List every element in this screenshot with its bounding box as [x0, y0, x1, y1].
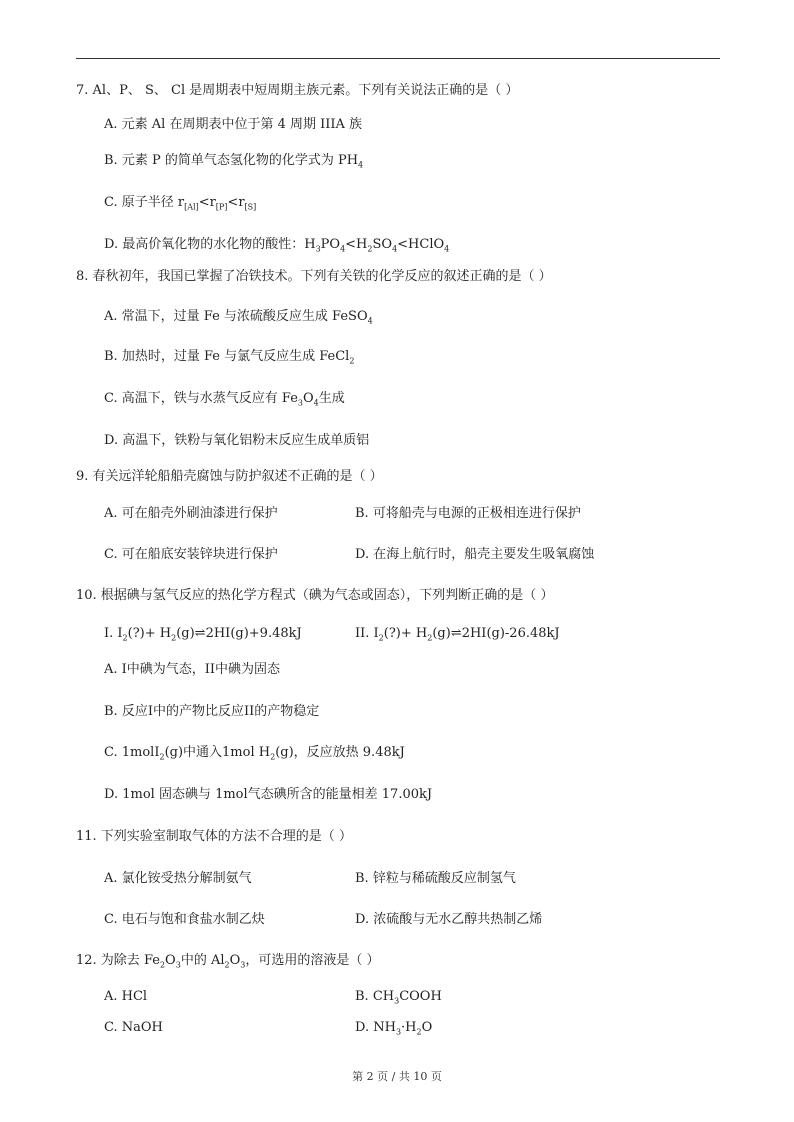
question-8-option-b: B. 加热时，过量 Fe 与氯气反应生成 FeCl$_2$ — [104, 349, 355, 366]
question-8-stem: 8. 春秋初年，我国已掌握了冶铁技术。下列有关铁的化学反应的叙述正确的是（ ） — [76, 269, 552, 284]
question-11-option-d: D. 浓硫酸与无水乙醇共热制乙烯 — [355, 912, 543, 927]
question-7-stem: 7. Al、P、 S、 Cl 是周期表中短周期主族元素。下列有关说法正确的是（ ） — [76, 83, 519, 98]
question-12-stem: 12. 为除去 $Fe_2O_3$中的 $Al_2O_3$，可选用的溶液是（ ） — [76, 953, 380, 970]
question-11-option-a: A. 氯化铵受热分解制氨气 — [104, 871, 252, 886]
question-11-option-c: C. 电石与饱和食盐水制乙炔 — [104, 912, 265, 927]
question-12-option-c: C. NaOH — [104, 1020, 163, 1035]
question-8-option-d: D. 高温下，铁粉与氧化铝粉末反应生成单质铝 — [104, 433, 370, 448]
question-7-option-c: C. 原子半径 $r_{[Al]}<r_{[P]}<r_{[S]}$ — [104, 195, 257, 212]
question-10-option-a: A. I中碘为气态，II中碘为固态 — [104, 662, 281, 677]
question-10-stem: 10. 根据碘与氢气反应的热化学方程式（碘为气态或固态），下列判断正确的是（ ） — [76, 588, 554, 603]
question-9-option-c: C. 可在船底安装锌块进行保护 — [104, 547, 278, 562]
header-rule — [76, 58, 720, 59]
question-9-option-d: D. 在海上航行时，船壳主要发生吸氧腐蚀 — [355, 547, 595, 562]
question-9-option-b: B. 可将船壳与电源的正极相连进行保护 — [355, 506, 581, 521]
question-12-option-a: A. HCl — [104, 989, 148, 1004]
question-12-option-d: D. $NH_3\cdot H_2O$ — [355, 1020, 433, 1037]
page-footer: 第 2 页 / 共 10 页 — [352, 1070, 442, 1083]
question-9-stem: 9. 有关远洋轮船船壳腐蚀与防护叙述不正确的是（ ） — [76, 469, 383, 484]
question-10-option-b: B. 反应I中的产物比反应II的产物稳定 — [104, 704, 320, 719]
question-9-option-a: A. 可在船壳外刷油漆进行保护 — [104, 506, 278, 521]
question-8-option-a: A. 常温下，过量 Fe 与浓硫酸反应生成 FeSO$_4$ — [104, 309, 373, 326]
question-11-option-b: B. 锌粒与稀硫酸反应制氢气 — [355, 871, 516, 886]
question-8-option-c: C. 高温下，铁与水蒸气反应有 $Fe_3O_4$生成 — [104, 391, 345, 408]
question-10-equation-1: I. $I_2(?)+$ $H_2(g)\rightleftharpoons 2HI(g)+9.48kJ$ — [104, 626, 302, 643]
question-7-option-a: A. 元素 Al 在周期表中位于第 4 周期 IIIA 族 — [104, 117, 363, 132]
question-10-option-d: D. 1mol 固态碘与 1mol气态碘所含的能量相差 17.00kJ — [104, 787, 433, 802]
question-7-option-b: B. 元素 P 的简单气态氢化物的化学式为 $PH_4$ — [104, 153, 364, 170]
question-12-option-b: B. $CH_3COOH$ — [355, 989, 442, 1006]
question-10-option-c: C. 1molI$_2$(g)中通入1mol $H_2(g)$，反应放热 9.48kJ — [104, 745, 405, 762]
question-7-option-d: D. 最高价氧化物的水化物的酸性：$H_3PO_4<H_2SO_4<HClO_4$ — [104, 237, 450, 254]
question-11-stem: 11. 下列实验室制取气体的方法不合理的是（ ） — [76, 829, 352, 844]
question-10-equation-2: II. $I_2(?)+$ $H_2(g)\rightleftharpoons 2HI(g)-26.48kJ$ — [355, 626, 560, 643]
